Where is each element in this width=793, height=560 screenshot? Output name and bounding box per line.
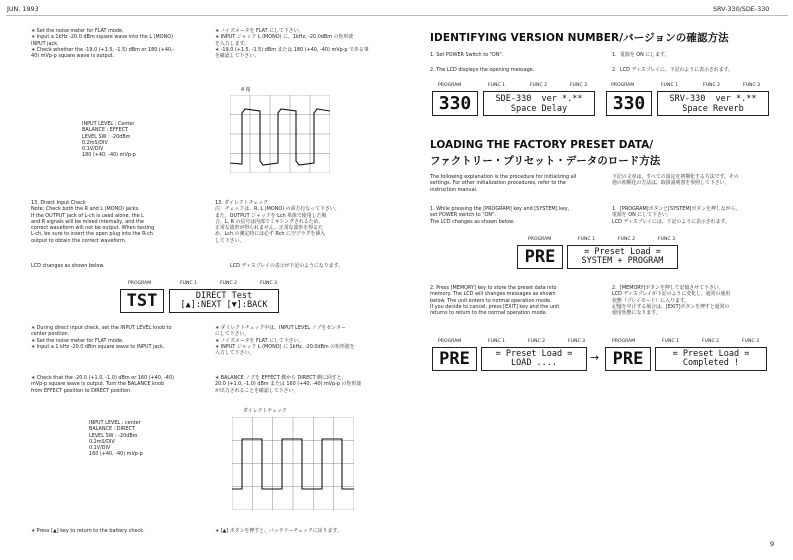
label-func3: FUNC 3 xyxy=(743,83,761,88)
label-func3: FUNC 3 xyxy=(658,237,676,242)
lcd-tst-main xyxy=(169,289,279,313)
bullets3-en: ∗ Check that the -20.0 (+1.0, -1.0) dBm or 160 (+40, -40) mVp-p square wave is output. Turn the BALANCE knob from EFFECT position to DIRECT position. xyxy=(31,375,174,394)
label-func2: FUNC 2 xyxy=(528,339,546,344)
bullets2-en: ∗ During direct input check, set the INPUT LEVEL knob to center position. ∗ Set the noise meter for FLAT mode. ∗ Input a 1 kHz -20.0 dBm square wave to INPUT jack. xyxy=(31,325,172,350)
lcd-change-en: LCD changes as shown below. xyxy=(31,263,105,269)
lcd-srv-line1: SRV-330 ver *.** xyxy=(669,93,757,104)
oscilloscope-waveform-2 xyxy=(232,417,354,510)
lcd-sde-labels xyxy=(438,83,598,88)
label-func1: FUNC 1 xyxy=(180,281,198,286)
label-func3: FUNC 3 xyxy=(568,339,586,344)
l-step1-en: 1. While pressing the [PROGRAM] key and [SYSTEM] key, set POWER switch to "ON". The LCD changes as shown below. xyxy=(430,206,570,225)
lcd-srv-labels xyxy=(611,83,771,88)
label-program: PROGRAM xyxy=(128,281,152,286)
intro-en: The following explanation is the procedure for initializing all settings. For other initialization procedures, refer to the instruction manual. xyxy=(430,174,577,193)
l-step1-jp: 1．[PROGRAM]ボタンと[SYSTEM]ボタンを押しながら、 電源を ON にして下さい。 LCD ディスプレイには、下記のように表示されます。 xyxy=(612,206,741,225)
heading-loading-jp: ファクトリー・プリセット・データのロード方法 xyxy=(430,155,661,167)
intro-jp: 下記の文章は、すべての設定を初期化する方法です。その 他の初期化の方法は、取扱説明書を参照して下さい。 xyxy=(612,174,739,187)
lcd-pre1-program: PRE xyxy=(517,245,563,269)
lcd-srv-main xyxy=(657,91,769,116)
lcd-sde-line2: Space Delay xyxy=(510,103,568,114)
label-func2: FUNC 2 xyxy=(220,281,238,286)
label-func3: FUNC 3 xyxy=(742,339,760,344)
lcd-tst-line2: [▲]:NEXT [▼]:BACK xyxy=(180,300,268,310)
v-step2-en: 2. The LCD displays the opening message. xyxy=(430,67,535,73)
heading-loading-en: LOADING THE FACTORY PRESET DATA/ xyxy=(430,139,654,151)
lcd-pre3-line1: = Preset Load = xyxy=(672,348,750,359)
lcd-tst-labels xyxy=(128,281,290,286)
lcd-sde-program: 330 xyxy=(432,91,478,116)
v-step1-en: 1. Set POWER Switch to "ON". xyxy=(430,52,504,58)
label-func3: FUNC 3 xyxy=(260,281,278,286)
lcd-pre2-line2: LOAD .... xyxy=(510,358,558,368)
lcd-pre2-line1: = Preset Load = xyxy=(495,348,573,359)
label-func2: FUNC 2 xyxy=(702,339,720,344)
wave2-label: ダイレクトチェック xyxy=(243,408,287,414)
lcd-pre1-labels xyxy=(528,237,686,242)
label-func1: FUNC 1 xyxy=(661,83,679,88)
label-func1: FUNC 1 xyxy=(488,83,506,88)
lcd-sde-main xyxy=(483,91,595,116)
l-step2-jp: 2．[MEMORY]ボタンを押して記憶させて下さい。 LCD ディスプレイが下記のように変化し、通常の使用 状態（プレイモード）に入ります。 記憶を中止する場合は、[EXIT]ボタンを押すと通常の 使用状態になります。 xyxy=(612,285,731,317)
l-step2-en: 2. Press [MEMORY] key to store the preset data into memory. The LCD will changes messages as shown below. The unit enters to normal operation mode. If you decide to cancel, press [EXIT] key and the unit returns to return to the normal operation mode. xyxy=(430,285,560,317)
lcd-pre3-line2: Completed ! xyxy=(682,358,740,368)
page-number: 9 xyxy=(770,540,775,548)
v-step1-jp: 1．電源を ON にします。 xyxy=(612,52,670,58)
bullets1-en: ∗ Set the noise meter for FLAT mode. ∗ Input a 1kHz -20.0 dBm square wave into the L (MONO) INPUT jack. ∗ Check whether the -19.0 (+1.5, -1.5) dBm or 180 (+40,- 40) mVp-p square wave is output. xyxy=(31,28,175,60)
bullets1-jp: ∗ ノイズメータを FLAT にして下さい。 ∗ INPUT ジャック L (MONO) に、1kHz, -20.0dBm の矩形波 を入力します。 ∗ -19.0 (+1.5, -1.5) dBm または 180 (+40, -40) mVp-p である事 を確認して下さい。 xyxy=(215,28,369,60)
label-func2: FUNC 2 xyxy=(703,83,721,88)
label-func2: FUNC 2 xyxy=(530,83,548,88)
label-program: PROGRAM xyxy=(612,339,636,344)
step13-en: 13. Direct Input Check Note: Check both the R and L (MONO) jacks. If the OUTPUT jack of L-ch is used alone, the L and R signals will be mixed internally, and the correct waveform will not be output. When testing L-ch, be sure to insert the open plug into the R-ch output to obtain the correct waveform. xyxy=(31,200,155,244)
lcd-pre3-main xyxy=(655,347,767,371)
bottom-jp: ∗ [▲] ボタンを押すと、バッテリーチェックに戻ります。 xyxy=(215,528,342,534)
arrow-icon: → xyxy=(590,351,600,364)
bullets3-jp: ∗ BALANCE ノブを EFFECT 側から DIRECT 側に回すと、 20.0 (+1.0, -1.0) dBm または 160 (+40, -40) mVp-p の矩形波 が出力されることを確認して下さい。 xyxy=(215,375,362,394)
lcd-tst-program: TST xyxy=(120,289,164,313)
settings-2: INPUT LEVEL : center BALANCE : DIRECT LEVEL SW : -20dBm 0.2mS/DIV 0.1V/DIV 160 (+40, -40) mVp-p xyxy=(89,420,143,458)
label-func1: FUNC 1 xyxy=(662,339,680,344)
wave1-label: 4 箱 xyxy=(241,87,251,93)
lcd-srv-program: 330 xyxy=(606,91,652,116)
bottom-en: ∗ Press [▲] key to return to the battery check. xyxy=(31,528,145,534)
settings-1: INPUT LEVEL : Center BALANCE : EFFECT LEVEL SW : -20dBm 0.2mS/DIV 0.1V/DIV 180 (+40, -40) mVp-p xyxy=(82,121,136,159)
label-func1: FUNC 1 xyxy=(578,237,596,242)
label-program: PROGRAM xyxy=(528,237,552,242)
lcd-sde-line1: SDE-330 ver *.** xyxy=(495,93,583,104)
label-func1: FUNC 1 xyxy=(488,339,506,344)
bullets2-jp: ∗ ダイレクトチェック中は、INPUT LEVEL ノブをセンター にして下さい。 ∗ ノイズメータを FLAT にして下さい。 ∗ INPUT ジャック L (MONO) に 1kHz, -20.0dBm の矩形波を 入力して下さい。 xyxy=(215,325,355,357)
lcd-change-jp: LCD ディスプレイの表示が下記のようになります。 xyxy=(230,263,343,269)
lcd-pre1-main xyxy=(567,245,678,269)
oscilloscope-waveform-1 xyxy=(230,95,330,173)
lcd-pre2-main xyxy=(481,347,587,371)
header-rule xyxy=(6,15,788,16)
lcd-pre3-program: PRE xyxy=(605,347,651,371)
header-model: SRV-330/SDE-330 xyxy=(713,5,770,13)
lcd-pre2-program: PRE xyxy=(432,347,477,371)
lcd-pre3-labels xyxy=(612,339,770,344)
label-func3: FUNC 3 xyxy=(570,83,588,88)
header-date: JUN. 1993 xyxy=(7,5,39,13)
label-program: PROGRAM xyxy=(438,339,462,344)
lcd-pre2-labels xyxy=(438,339,596,344)
label-func2: FUNC 2 xyxy=(618,237,636,242)
heading-version: IDENTIFYING VERSION NUMBER/バージョンの確認方法 xyxy=(430,32,729,44)
label-program: PROGRAM xyxy=(611,83,635,88)
lcd-pre1-line2: SYSTEM + PROGRAM xyxy=(581,256,664,266)
lcd-tst-line1: DIRECT Test xyxy=(195,290,253,301)
lcd-pre1-line1: = Preset Load = xyxy=(584,246,661,257)
v-step2-jp: 2．LCD ディスプレイに、下記のように表示されます。 xyxy=(612,67,733,73)
step13-jp: 13. ダイレクトチェック 注：チェックは、R, L (MONO) の両方行なって下さい。 また、OUTPUT ジャックを Lch 単体で使用した場 合、L, R の信号は内部でミキシングされるため、 正常な波形が得られません。正常な波形を得るた め、Lch の測定時には必ず Rch に空プラグを挿入 して下さい。 xyxy=(215,200,340,244)
lcd-srv-line2: Space Reverb xyxy=(682,103,744,114)
label-program: PROGRAM xyxy=(438,83,462,88)
